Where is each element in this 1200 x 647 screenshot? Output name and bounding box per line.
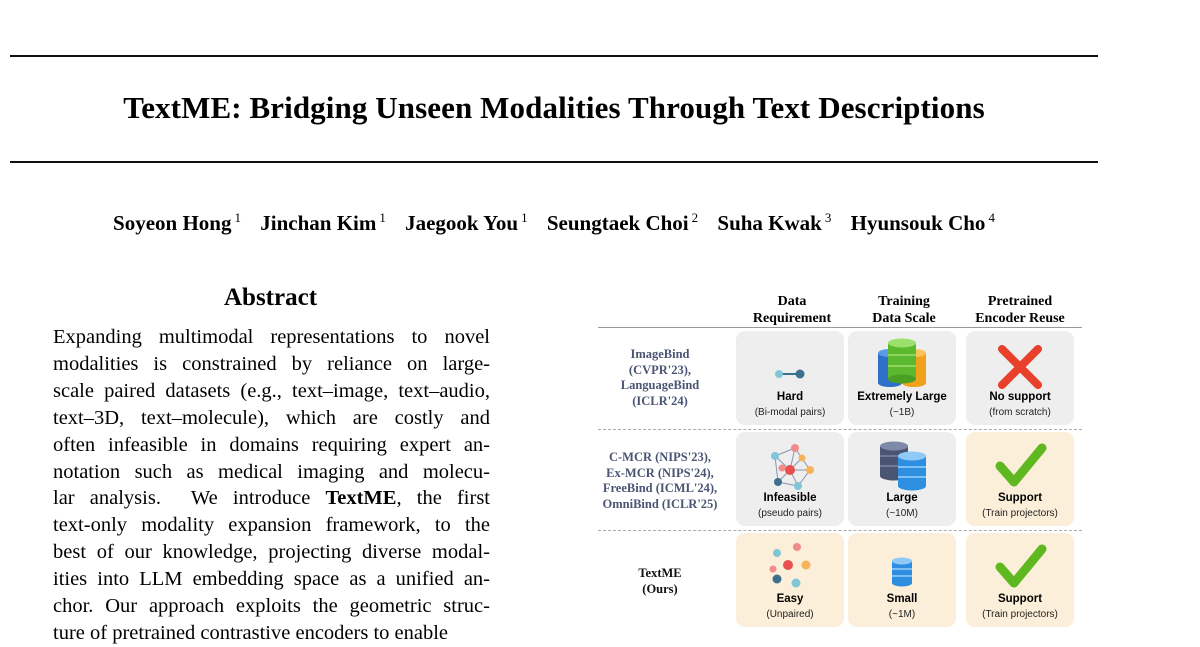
abstract-line: best of our knowledge, projecting diverse modal-: [53, 541, 490, 564]
cell-encoder-reuse: No support (from scratch): [966, 331, 1074, 425]
abstract-heading: Abstract: [223, 284, 318, 311]
abstract-line: chor. Our approach exploits the geometric struc-: [53, 595, 490, 618]
column-header: Data Requirement: [752, 294, 832, 326]
abstract-line: Expanding multimodal representations to novel: [53, 326, 490, 348]
row-label: TextME (Ours): [638, 566, 682, 596]
abstract-line: text-only modality expansion framework, to the: [53, 514, 490, 537]
scattered-dots-icon: [760, 539, 820, 595]
cell-data-requirement: Infeasible (pseudo pairs): [736, 432, 844, 526]
cell-data-requirement: Hard (Bi-modal pairs): [736, 331, 844, 425]
abstract-line: notation such as medical imaging and molecu-: [53, 460, 490, 483]
author: Jinchan Kim $^1$: [260, 210, 386, 235]
abstract-line: often infeasible in domains requiring expert an-: [53, 433, 490, 456]
abstract-line: text–3D, text–molecule), which are costly and: [53, 406, 490, 429]
abstract-line: ities into LLM embedding space as a unified an-: [53, 568, 490, 591]
abstract-line: modalities is constrained by reliance on large-: [53, 352, 490, 375]
row-label: ImageBind (CVPR'23), LanguageBind (ICLR'24): [620, 347, 700, 408]
abstract-line: scale paired datasets (e.g., text–image, text–audio,: [53, 379, 490, 402]
method-name: TextME: [325, 487, 397, 510]
row-label: C-MCR (NIPS'23), Ex-MCR (NIPS'24), FreeBind (ICML'24), OmniBind (ICLR'25): [602, 450, 718, 511]
comparison-figure: [590, 290, 1090, 630]
column-header: Training Data Scale: [872, 294, 936, 326]
red-x-icon: [990, 337, 1050, 393]
column-header: Pretrained Encoder Reuse: [975, 294, 1065, 326]
cell-encoder-reuse: Support (Train projectors): [966, 432, 1074, 526]
abstract-body: [53, 324, 490, 647]
author: Suha Kwak $^3$: [717, 210, 832, 235]
cell-data-requirement: Easy (Unpaired): [736, 533, 844, 627]
row-divider: [598, 429, 1082, 430]
cell-encoder-reuse: Support (Train projectors): [966, 533, 1074, 627]
author: Seungtaek Choi $^2$: [546, 210, 699, 235]
cell-training-scale: Extremely Large (~1B): [848, 331, 956, 425]
database-pair-icon: [872, 438, 932, 494]
cell-training-scale: Large (~10M): [848, 432, 956, 526]
green-check-icon: [990, 539, 1050, 595]
author-list: [10, 210, 1098, 236]
database-stack-large-icon: [872, 337, 932, 393]
pair-link-icon: [760, 337, 820, 387]
row-divider: [598, 530, 1082, 531]
network-graph-icon: [760, 438, 820, 494]
top-rule: [10, 55, 1098, 57]
paper-title: TextME: Bridging Unseen Modalities Through Text Descriptions: [123, 90, 985, 125]
green-check-icon: [990, 438, 1050, 494]
cell-training-scale: Small (~1M): [848, 533, 956, 627]
header-divider: [598, 327, 1082, 328]
title-bottom-rule: [10, 161, 1098, 163]
author: Jaegook You $^1$: [405, 210, 528, 235]
abstract-line: lar analysis. We introduce TextME, the first: [53, 487, 490, 510]
abstract-line: ture of pretrained contrastive encoders to enable: [53, 621, 449, 644]
database-small-icon: [872, 539, 932, 595]
author: Soyeon Hong $^1$: [113, 210, 241, 235]
author: Hyunsouk Cho $^4$: [850, 210, 995, 235]
